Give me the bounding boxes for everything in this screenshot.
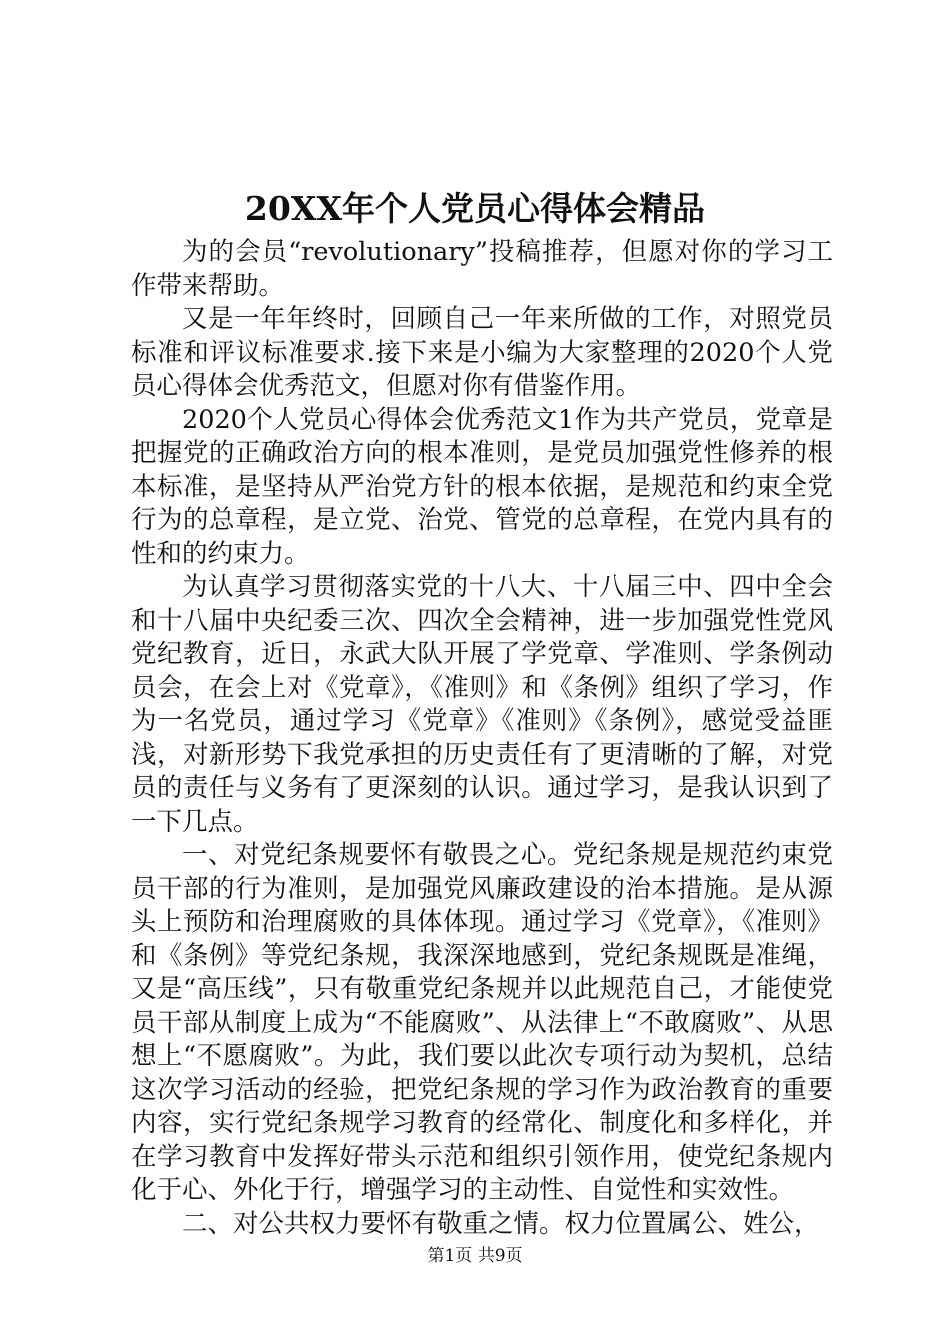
paragraph: 又是一年年终时，回顾自己一年来所做的工作，对照党员标准和评议标准要求.接下来是小编为大家整理的2020个人党员心得体会优秀范文，但愿对你有借鉴作用。 bbox=[131, 304, 833, 401]
paragraph: 为的会员“revolutionary”投稿推荐，但愿对你的学习工作带来帮助。 bbox=[131, 237, 833, 301]
paragraph: 2020个人党员心得体会优秀范文1作为共产党员，党章是把握党的正确政治方向的根本准则，是党员加强党性修养的根本标准，是坚持从严治党方针的根本依据，是规范和约束全党行为的总章程，是立党、治党、管党的总章程，在党内具有的性和的约束力。 bbox=[131, 404, 833, 569]
paragraph: 一、对党纪条规要怀有敬畏之心。党纪条规是规范约束党员干部的行为准则，是加强党风廉政建设的治本措施。是从源头上预防和治理腐败的具体体现。通过学习《党章》，《准则》和《条例》等党纪条规，我深深地感到，党纪条规既是准绳，又是“高压线”，只有敬重党纪条规并以此规范自己，才能使党员干部从制度上成为“不能腐败”、从法律上“不敢腐败”、从思想上“不愿腐败”。为此，我们要以此次专项行动为契机，总结这次学习活动的经验，把党纪条规的学习作为政治教育的重要内容，实行党纪条规学习教育的经常化、制度化和多样化，并在学习教育中发挥好带头示范和组织引领作用，使党纪条规内化于心、外化于行，增强学习的主动性、自觉性和实效性。 bbox=[131, 840, 833, 1205]
document-body bbox=[131, 236, 833, 1241]
page-footer: 第1页 共9页 bbox=[427, 1246, 523, 1266]
paragraph: 二、对公共权力要怀有敬重之情。权力位置属公、姓公， bbox=[182, 1208, 820, 1239]
document-title: 20XX年个人党员心得体会精品 bbox=[244, 189, 706, 228]
paragraph: 为认真学习贯彻落实党的十八大、十八届三中、四中全会和十八届中央纪委三次、四次全会精神，进一步加强党性党风党纪教育，近日，永武大队开展了学党章、学准则、学条例动员会，在会上对《党章》，《准则》和《条例》组织了学习，作为一名党员，通过学习《党章》《准则》《条例》，感觉受益匪浅，对新形势下我党承担的历史责任有了更清晰的了解，对党员的责任与义务有了更深刻的认识。通过学习，是我认识到了一下几点。 bbox=[131, 572, 833, 837]
